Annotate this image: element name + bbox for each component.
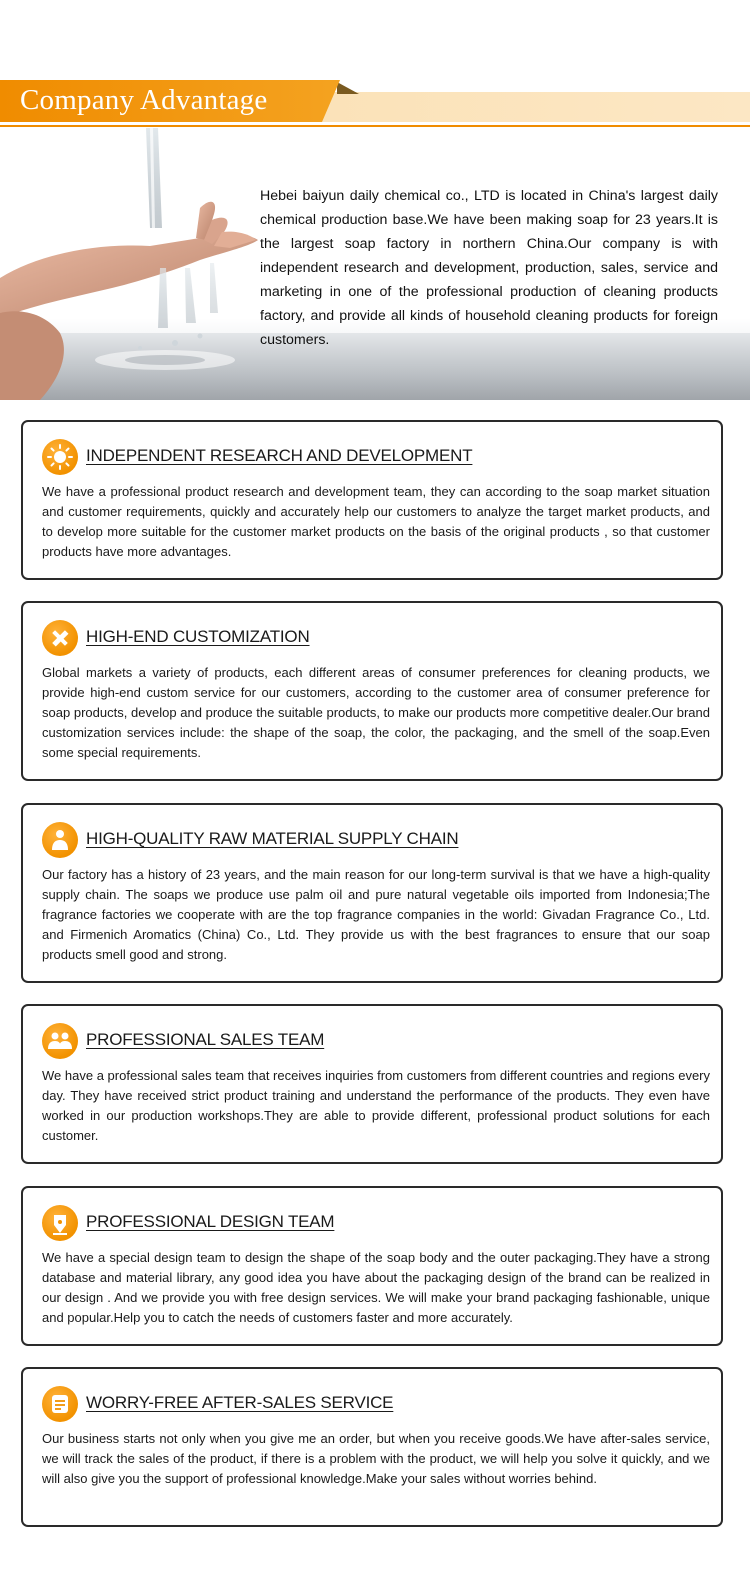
advantage-card-rnd	[21, 420, 723, 580]
card-description: We have a special design team to design the shape of the soap body and the outer packaging.They have a strong database and material library, any good idea you have about the packaging design of the brand can be realized in our design . And we provide you with free design services. We will make your brand packaging fashionable, unique and popular.Help you to catch the needs of customers faster and more accurately.	[42, 1250, 710, 1325]
card-title: PROFESSIONAL SALES TEAM	[86, 1030, 325, 1049]
card-title: HIGH-END CUSTOMIZATION	[86, 627, 310, 646]
person-icon	[42, 822, 78, 858]
hero-section	[0, 128, 750, 400]
pencil-ruler-icon	[42, 620, 78, 656]
card-description: Our factory has a history of 23 years, and the main reason for our long-term survival is that we have a high-quality supply chain. The soaps we produce use palm oil and pure natural vegetable oils imported from Indonesia;The fragrance factories we cooperate with are the top fragrance companies in the world: Givadan Fragrance Co., Ltd. and Firmenich Aromatics (China) Co., Ltd. They provide us with the best fragrances to ensure that our soap products smell good and strong.	[42, 867, 710, 962]
advantage-card-supply-chain	[21, 803, 723, 983]
pen-nib-icon	[42, 1205, 78, 1241]
advantage-card-customization	[21, 601, 723, 781]
card-description: We have a professional product research and development team, they can according to the soap market situation and customer requirements, quickly and accurately help our customers to analyze the target market products, and to develop more suitable for the customer market products on the basis of the original products , so that customer products have more advantages.	[42, 484, 710, 559]
note-icon	[42, 1386, 78, 1422]
page-title: Company Advantage	[20, 84, 268, 116]
banner-underline	[0, 125, 750, 127]
lightbulb-icon	[42, 439, 78, 475]
company-intro: Hebei baiyun daily chemical co., LTD is located in China's largest daily chemical production base.We have been making soap for 23 years.It is the largest soap factory in northern China.Our company is with independent research and development, production, sales, service and marketing in one of the professional production of cleaning products factory, and provide all kinds of household cleaning products for foreign customers.	[260, 188, 718, 348]
card-description: Our business starts not only when you give me an order, but when you receive goods.We have after-sales service, we will track the sales of the product, if there is a problem with the product, we will help you solve it quickly, and we will also give you the support of professional knowledge.Make your sales without worries behind.	[42, 1431, 710, 1486]
card-title: WORRY-FREE AFTER-SALES SERVICE	[86, 1393, 394, 1412]
hands-water-illustration	[0, 128, 270, 400]
card-description: Global markets a variety of products, each different areas of consumer preferences for cleaning products, we provide high-end custom service for our customers, according to the customer area of consumer preference for soap products, develop and produce the suitable products, to make our products more competitive dealer.Our brand customization services include: the shape of the soap, the color, the packaging, and the smell of the soap.Even some special requirements.	[42, 665, 710, 760]
advantage-card-design	[21, 1186, 723, 1346]
banner-light-strip	[300, 92, 750, 122]
team-icon	[42, 1023, 78, 1059]
advantage-card-sales	[21, 1004, 723, 1164]
card-title: HIGH-QUALITY RAW MATERIAL SUPPLY CHAIN	[86, 829, 459, 848]
card-title: PROFESSIONAL DESIGN TEAM	[86, 1212, 335, 1231]
advantage-card-after-sales	[21, 1367, 723, 1527]
card-description: We have a professional sales team that receives inquiries from customers from different countries and regions every day. They have received strict product training and understand the performance of the products. They even have worked in our production workshops.They are able to provide different, professional product solutions for each customer.	[42, 1068, 710, 1143]
section-banner	[0, 80, 750, 128]
card-title: INDEPENDENT RESEARCH AND DEVELOPMENT	[86, 446, 473, 465]
